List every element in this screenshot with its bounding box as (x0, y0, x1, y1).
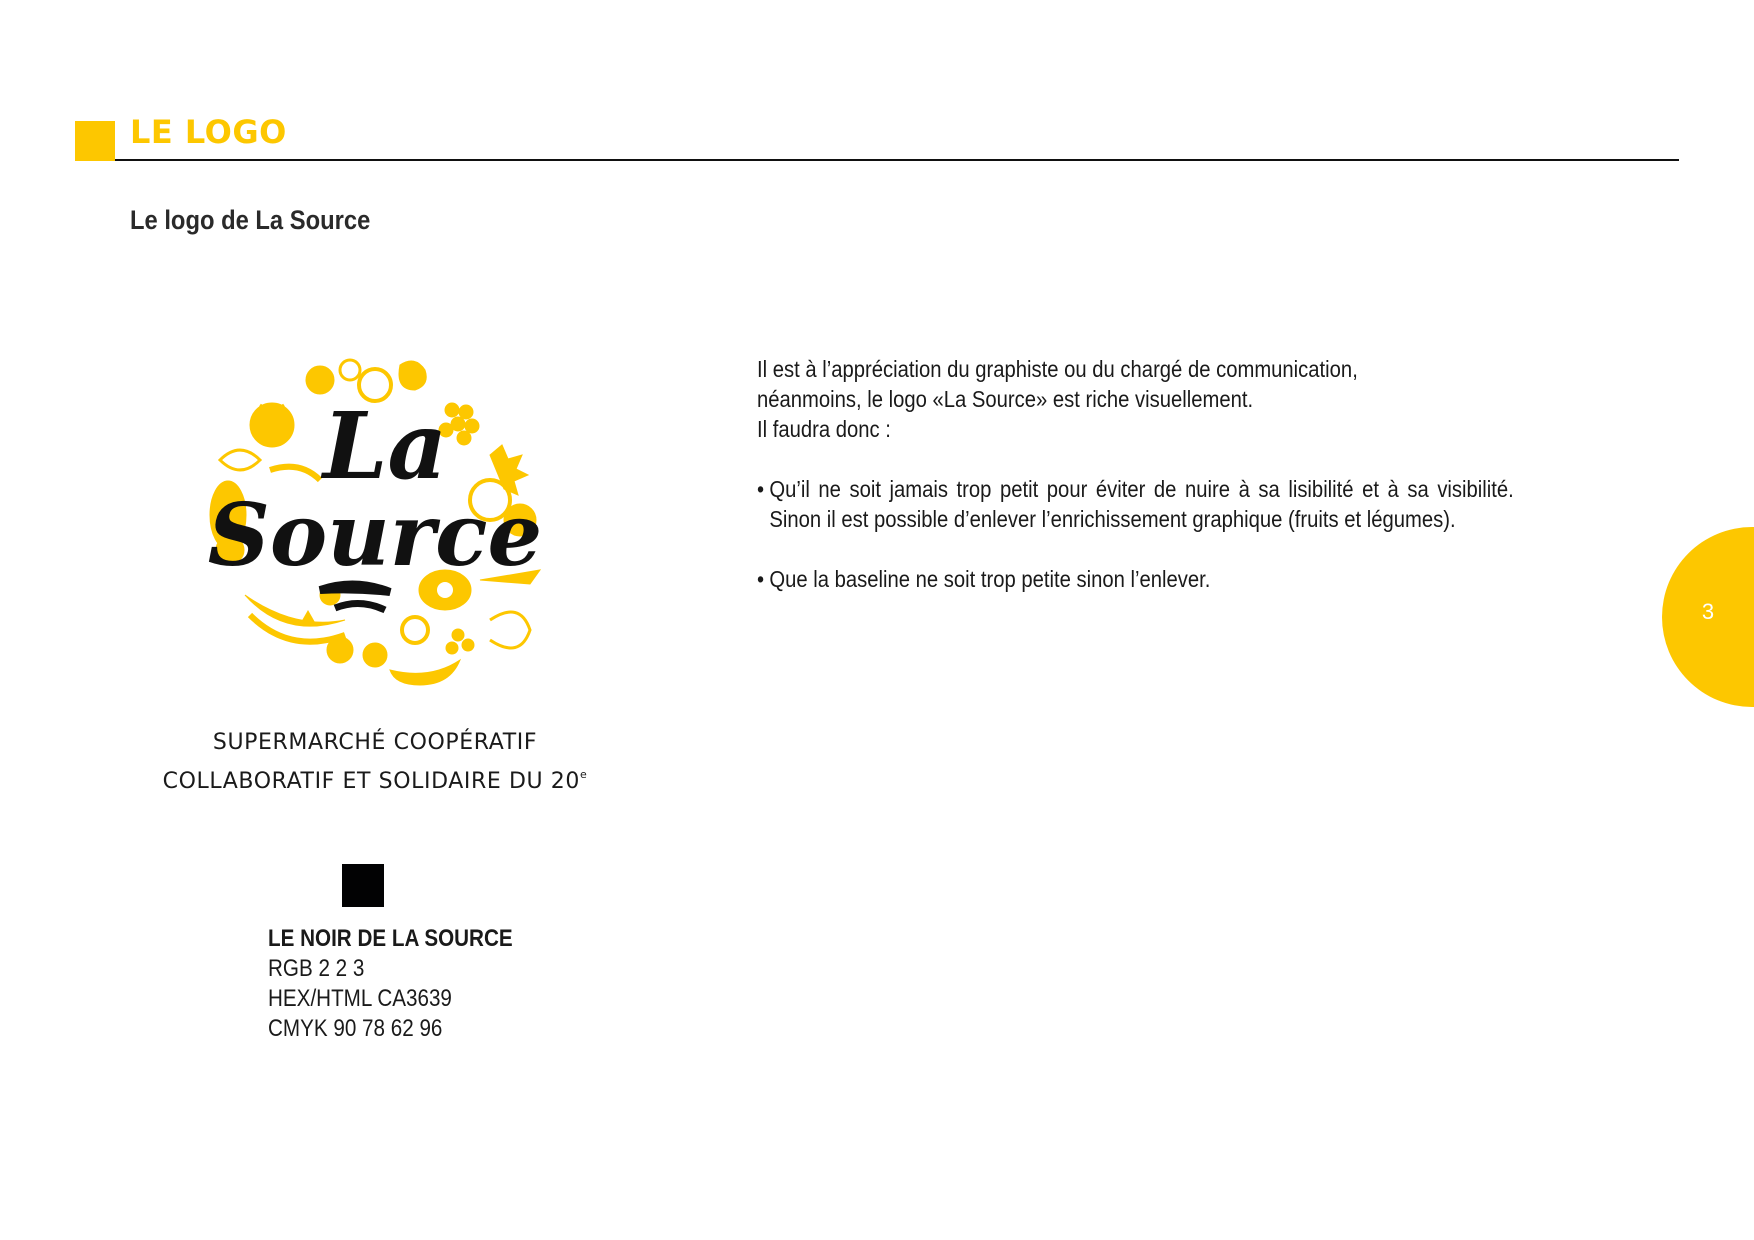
baseline-line2 (130, 759, 620, 798)
bullet-text: Que la baseline ne soit trop petite sinon l’enlever. (769, 566, 1211, 592)
bullet-marker: • (757, 566, 765, 592)
baseline-superscript: e (579, 768, 588, 781)
baseline-line1: SUPERMARCHÉ COOPÉRATIF (212, 730, 538, 755)
intro-line3: Il faudra donc : (757, 416, 891, 442)
bullet-item (757, 564, 1514, 594)
bullet-item (757, 474, 1514, 534)
logo-baseline (130, 727, 620, 798)
wave-line-2 (335, 603, 385, 610)
color-swatch (342, 864, 384, 907)
la-source-logo (190, 350, 570, 700)
section-title: LE LOGO (130, 113, 287, 151)
color-hex: HEX/HTML CA3639 (268, 985, 452, 1012)
color-name: LE NOIR DE LA SOURCE (268, 925, 513, 952)
wordmark-line1: La (322, 392, 448, 500)
page-number: 3 (1701, 599, 1715, 624)
header-divider (115, 159, 1679, 161)
wordmark-line2: Source (207, 485, 543, 586)
intro-line2: néanmoins, le logo «La Source» est riche visuellement. (757, 386, 1254, 412)
color-rgb: RGB 2 2 3 (268, 955, 365, 982)
section-marker (75, 121, 115, 161)
page-subtitle: Le logo de La Source (130, 205, 371, 235)
bullet-marker: • (757, 476, 765, 502)
intro-line1: Il est à l’appréciation du graphiste ou du chargé de communication, (757, 356, 1358, 382)
color-spec (268, 924, 513, 1044)
bullet-text: Qu’il ne soit jamais trop petit pour éviter de nuire à sa lisibilité et à sa visibilité. Sinon il est possible d’enlever l’enrichissement graphique (fruits et légumes). (769, 476, 1514, 532)
color-cmyk: CMYK 90 78 62 96 (268, 1015, 443, 1042)
baseline-line2-text: COLLABORATIF ET SOLIDAIRE DU 20 (162, 769, 580, 794)
body-text (757, 354, 1514, 594)
wave-line-1 (320, 584, 390, 592)
